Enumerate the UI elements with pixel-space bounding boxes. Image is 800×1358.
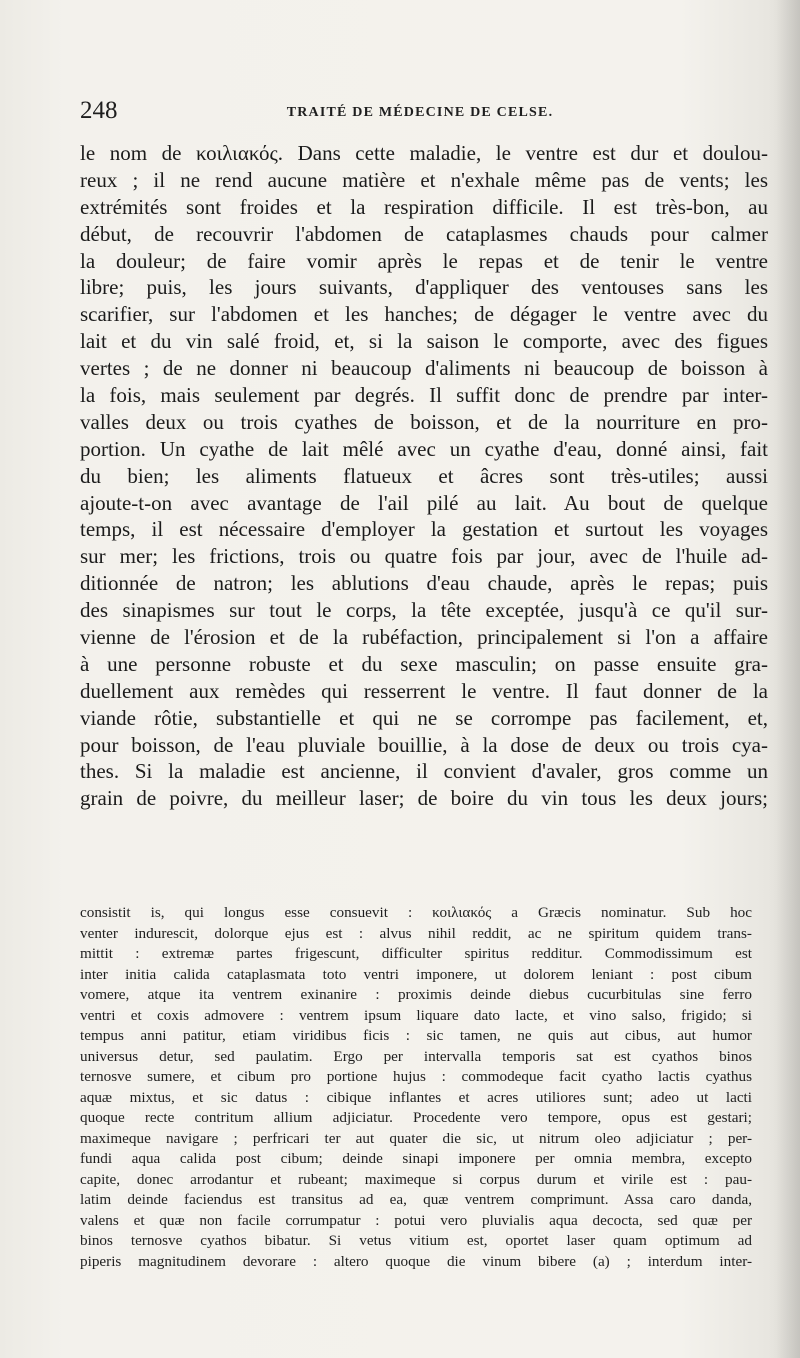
latin-line: mittit : extremæ partes frigescunt, difficulter spiritus redditur. Commodissimum est <box>80 945 752 962</box>
french-line: à une personne robuste et du sexe masculin; on passe ensuite gra- <box>80 651 768 676</box>
french-line: ajoute-t-on avec avantage de l'ail pilé au lait. Au bout de quelque <box>80 490 768 515</box>
french-line: sur mer; les frictions, trois ou quatre fois par jour, avec de l'huile ad- <box>80 544 768 569</box>
latin-line: ventri et coxis admovere : ventrem ipsum liquare dato lacte, et vino salso, frigido; si <box>80 1006 752 1024</box>
french-line: grain de poivre, du meilleur laser; de boire du vin tous les deux jours; <box>80 786 768 811</box>
french-line: la fois, mais seulement par degrés. Il suffit donc de prendre par inter- <box>80 383 768 408</box>
latin-line: binos ternosve cyathos bibatur. Si vetus vitium est, oportet laser quam optimum ad <box>80 1232 752 1249</box>
french-line: du bien; les aliments flatueux et âcres sont très-utiles; aussi <box>80 463 768 488</box>
french-line: viande rôtie, substantielle et qui ne se corrompe pas facilement, et, <box>80 705 768 730</box>
latin-line: piperis magnitudinem devorare : altero quoque die vinum bibere (a) ; interdum inter- <box>80 1252 752 1270</box>
french-line: le nom de κοιλιακός. Dans cette maladie, le ventre est dur et doulou- <box>80 141 768 165</box>
french-line: thes. Si la maladie est ancienne, il convient d'avaler, gros comme un <box>80 759 768 784</box>
french-line: lait et du vin salé froid, et, si la saison le comporte, avec des figues <box>80 329 768 354</box>
latin-line: latim deinde faciendus est transitus ad ea, quæ ventrem comprimunt. Assa caro danda, <box>80 1191 752 1208</box>
french-line: portion. Un cyathe de lait mêlé avec un cyathe d'eau, donné ainsi, fait <box>80 436 768 461</box>
latin-line: ternosve sumere, et cibum pro portione hujus : commodeque facit cyatho lactis cyathus <box>80 1068 752 1085</box>
french-line: valles deux ou trois cyathes de boisson, et de la nourriture en pro- <box>80 409 768 434</box>
french-line: pour boisson, de l'eau pluviale bouillie, à la dose de deux ou trois cya- <box>80 732 768 757</box>
latin-line: tempus anni patitur, etiam viridibus ficis : sic tamen, ne quis aut cibus, aut humor <box>80 1027 752 1044</box>
latin-line: universus detur, sed paulatim. Ergo per intervalla temporis sat est cyathos binos <box>80 1047 752 1065</box>
french-line: temps, il est nécessaire d'employer la gestation et surtout les voyages <box>80 517 768 542</box>
latin-line: inter initia calida cataplasmata toto ventri imponere, ut dolorem leniant : post cibum <box>80 965 752 983</box>
page-number: 248 <box>80 97 118 124</box>
page-header <box>80 96 760 132</box>
latin-line: aquæ mixtus, et sic datus : cibique inflantes et acres utiliores sunt; adeo ut lacti <box>80 1088 752 1106</box>
latin-line: quoque recte contritum allium adjiciatur. Procedente vero tempore, opus est gestari; <box>80 1109 752 1126</box>
french-line: vienne de l'érosion et de la rubéfaction, principalement si l'on a affaire <box>80 625 768 650</box>
latin-line: valens et quæ non facile corrumpatur : potui vero pluvialis aqua decocta, sed quæ per <box>80 1211 752 1229</box>
latin-line: capite, donec arrodantur et rubeant; maximeque si corpus durum et virile est : pau- <box>80 1170 752 1188</box>
latin-line: fundi aqua calida post cibum; deinde sinapi imponere per omnia membra, excepto <box>80 1150 752 1167</box>
french-line: vertes ; de ne donner ni beaucoup d'aliments ni beaucoup de boisson à <box>80 356 768 381</box>
french-line: début, de recouvrir l'abdomen de cataplasmes chauds pour calmer <box>80 221 768 246</box>
page-edge-shadow <box>776 0 800 1358</box>
french-line: ditionnée de natron; les ablutions d'eau chaude, après le repas; puis <box>80 571 768 596</box>
french-line: extrémités sont froides et la respiration difficile. Il est très-bon, au <box>80 194 768 219</box>
latin-line: consistit is, qui longus esse consuevit : κοιλιακός a Græcis nominatur. Sub hoc <box>80 904 752 921</box>
running-head: TRAITÉ DE MÉDECINE DE CELSE. <box>286 105 554 120</box>
latin-original-text <box>80 903 752 1272</box>
latin-line: maximeque navigare ; perfricari ter aut quater die sic, ut nitrum oleo adjiciatur ; per- <box>80 1129 752 1147</box>
french-line: libre; puis, les jours suivants, d'appliquer des ventouses sans les <box>80 275 768 300</box>
french-line: scarifier, sur l'abdomen et les hanches; de dégager le ventre avec du <box>80 302 768 327</box>
latin-line: venter indurescit, dolorque ejus est : alvus nihil reddit, ac ne spiritum quidem trans- <box>80 924 752 942</box>
french-line: duellement aux remèdes qui resserrent le ventre. Il faut donner de la <box>80 678 768 703</box>
french-line: la douleur; de faire vomir après le repas et de tenir le ventre <box>80 248 768 273</box>
french-line: reux ; il ne rend aucune matière et n'exhale même pas de vents; les <box>80 167 768 192</box>
french-line: des sinapismes sur tout le corps, la tête exceptée, jusqu'à ce qu'il sur- <box>80 598 768 623</box>
french-translation-text <box>80 140 768 812</box>
latin-line: vomere, atque ita ventrem exinanire : proximis deinde diebus cucurbitulas sine ferro <box>80 986 752 1003</box>
